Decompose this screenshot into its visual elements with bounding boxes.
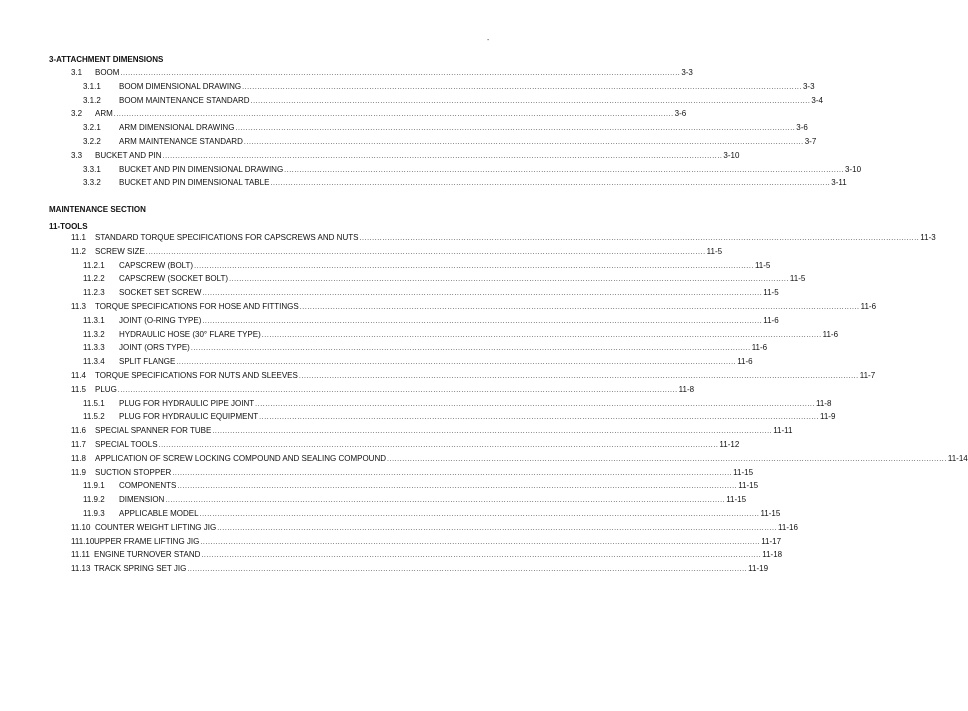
dot-leader: ............................................................................................................................................................................................................................ bbox=[120, 70, 681, 77]
toc-entry[interactable] bbox=[83, 495, 747, 506]
toc-entry-number: 11.11 bbox=[71, 550, 90, 560]
toc-entry-page: 11-6 bbox=[763, 315, 779, 325]
toc-entry-number: 11.9 bbox=[71, 467, 86, 477]
toc-entry[interactable] bbox=[83, 343, 768, 354]
toc-entry-number: 11.3.2 bbox=[83, 329, 105, 339]
toc-entry-page: 11-15 bbox=[726, 495, 747, 505]
toc-entry-title: CAPSCREW (BOLT) bbox=[119, 260, 194, 270]
toc-entry-number: 11.9.2 bbox=[83, 495, 105, 505]
toc-entry-number: 3.2.1 bbox=[83, 123, 101, 133]
toc-entry-page: 11-6 bbox=[737, 357, 753, 367]
toc-entry-number: 11.3.3 bbox=[83, 343, 105, 353]
toc-entry-number: 3.1 bbox=[71, 68, 83, 77]
toc-entry-title: ENGINE TURNOVER STAND bbox=[94, 550, 201, 560]
dot-leader: ............................................................................................................................................................................................................................ bbox=[187, 566, 748, 574]
toc-entry-page: 3-11 bbox=[831, 178, 847, 188]
dot-leader: ............................................................................................................................................................................................................................ bbox=[229, 276, 789, 284]
toc-entry-title: TORQUE SPECIFICATIONS FOR NUTS AND SLEEVES bbox=[95, 371, 298, 380]
toc-entry-title: BOOM bbox=[95, 68, 120, 77]
dot-leader: ............................................................................................................................................................................................................................ bbox=[243, 139, 804, 146]
dot-leader: ............................................................................................................................................................................................................................ bbox=[387, 455, 947, 463]
toc-entry[interactable] bbox=[71, 522, 798, 534]
toc-entry[interactable] bbox=[83, 398, 832, 410]
dot-leader: ............................................................................................................................................................................................................................ bbox=[242, 83, 802, 91]
dot-leader: ............................................................................................................................................................................................................................ bbox=[299, 304, 860, 311]
toc-entry-number: 11.1 bbox=[71, 233, 86, 242]
toc-entry-number: 11.9.1 bbox=[83, 481, 105, 491]
toc-entry[interactable] bbox=[83, 509, 781, 520]
toc-entry-page: 11-12 bbox=[719, 440, 740, 449]
dot-leader: ............................................................................................................................................................................................................................ bbox=[212, 428, 773, 436]
toc-entry-number: 11.3.4 bbox=[83, 357, 105, 367]
toc-entry-page: 11-14 bbox=[947, 453, 968, 463]
toc-entry-title: APPLICATION OF SCREW LOCKING COMPOUND AND SEALING COMPOUND bbox=[95, 453, 386, 463]
section-heading: 3-ATTACHMENT DIMENSIONS bbox=[49, 55, 164, 64]
toc-entry-number: 11.2.3 bbox=[83, 288, 105, 298]
toc-entry[interactable] bbox=[83, 412, 836, 423]
toc-entry-number: 11.5.2 bbox=[83, 412, 105, 422]
toc-entry[interactable] bbox=[71, 426, 793, 437]
toc-entry[interactable] bbox=[83, 357, 753, 368]
toc-entry-title: SCREW SIZE bbox=[95, 246, 145, 256]
toc-entry-page: 3-10 bbox=[845, 164, 862, 174]
toc-entry-title: ARM DIMENSIONAL DRAWING bbox=[119, 123, 235, 133]
toc-entry[interactable] bbox=[71, 109, 687, 120]
toc-entry[interactable] bbox=[71, 150, 740, 162]
dot-leader: ............................................................................................................................................................................................................................ bbox=[117, 386, 678, 394]
dot-leader: ............................................................................................................................................................................................................................ bbox=[235, 125, 796, 133]
dot-leader: ............................................................................................................................................................................................................................ bbox=[217, 524, 778, 532]
toc-entry-title: SPECIAL SPANNER FOR TUBE bbox=[95, 426, 212, 436]
toc-entry-page: 11-6 bbox=[822, 329, 839, 339]
dot-leader: ............................................................................................................................................................................................................................ bbox=[194, 262, 754, 270]
toc-entry[interactable] bbox=[83, 137, 817, 148]
toc-entry[interactable] bbox=[71, 536, 782, 548]
toc-entry-title: ARM MAINTENANCE STANDARD bbox=[119, 137, 243, 146]
toc-entry[interactable] bbox=[71, 453, 968, 465]
toc-entry-title: BUCKET AND PIN bbox=[95, 150, 162, 160]
toc-entry-page: 3-6 bbox=[796, 123, 808, 133]
toc-entry-title: JOINT (ORS TYPE) bbox=[119, 343, 190, 353]
toc-entry-title: JOINT (O-RING TYPE) bbox=[119, 315, 202, 325]
toc-entry-page: 11-3 bbox=[920, 233, 936, 242]
toc-entry[interactable] bbox=[71, 246, 723, 258]
toc-entry[interactable] bbox=[71, 564, 769, 575]
dot-leader: ............................................................................................................................................................................................................................ bbox=[201, 552, 762, 560]
toc-entry[interactable] bbox=[83, 288, 779, 299]
toc-entry-title: BUCKET AND PIN DIMENSIONAL DRAWING bbox=[119, 164, 284, 174]
toc-entry[interactable] bbox=[71, 550, 783, 561]
toc-entry-number: 3.2.2 bbox=[83, 137, 101, 146]
toc-entry-title: BUCKET AND PIN DIMENSIONAL TABLE bbox=[119, 178, 270, 188]
toc-entry-number: 11.7 bbox=[71, 440, 86, 449]
toc-entry-page: 3-10 bbox=[723, 150, 740, 160]
toc-entry-title: COMPONENTS bbox=[119, 481, 177, 491]
toc-entry-title: DIMENSION bbox=[119, 495, 165, 505]
toc-entry-page: 11-5 bbox=[763, 288, 779, 298]
dot-leader: ............................................................................................................................................................................................................................ bbox=[284, 166, 845, 174]
dot-leader: ............................................................................................................................................................................................................................ bbox=[158, 442, 719, 449]
toc-entry-page: 11-6 bbox=[860, 302, 877, 311]
toc-entry[interactable] bbox=[83, 81, 815, 93]
toc-entry-page: 11-15 bbox=[738, 481, 759, 491]
toc-entry-number: 11.9.3 bbox=[83, 509, 105, 518]
toc-entry-page: 11-5 bbox=[789, 274, 806, 284]
toc-entry-page: 3-6 bbox=[674, 109, 687, 119]
toc-entry-number: 11.3.1 bbox=[83, 315, 105, 325]
toc-entry-number: 11.2.2 bbox=[83, 274, 105, 284]
toc-entry-title: PLUG FOR HYDRAULIC PIPE JOINT bbox=[119, 398, 255, 408]
dot-leader: ............................................................................................................................................................................................................................ bbox=[261, 331, 822, 339]
toc-entry-number: 3.1.2 bbox=[83, 95, 101, 105]
dot-leader: ............................................................................................................................................................................................................................ bbox=[190, 345, 751, 353]
dot-leader: ............................................................................................................................................................................................................................ bbox=[177, 483, 738, 491]
toc-entry-page: 11-17 bbox=[761, 536, 782, 546]
toc-entry-page: 11-6 bbox=[751, 343, 768, 353]
toc-entry-number: 111.10 bbox=[71, 536, 95, 546]
toc-entry-number: 11.6 bbox=[71, 426, 86, 436]
toc-entry-number: 3.3.1 bbox=[83, 164, 101, 174]
toc-entry-number: 11.13 bbox=[71, 564, 91, 574]
toc-entry-page: 3-3 bbox=[802, 81, 815, 91]
section-heading: MAINTENANCE SECTION bbox=[49, 205, 146, 214]
toc-entry-page: 11-5 bbox=[706, 246, 723, 256]
toc-entry-page: 11-5 bbox=[754, 260, 771, 270]
dot-leader: ............................................................................................................................................................................................................................ bbox=[176, 359, 737, 367]
toc-entry-title: SPLIT FLANGE bbox=[119, 357, 176, 367]
toc-entry[interactable] bbox=[71, 68, 693, 79]
dot-leader: ............................................................................................................................................................................................................................ bbox=[202, 317, 763, 325]
toc-entry-title: SOCKET SET SCREW bbox=[119, 288, 202, 298]
section-heading: 11-TOOLS bbox=[49, 222, 88, 231]
dot-leader: ............................................................................................................................................................................................................................ bbox=[162, 152, 723, 160]
toc-entry-number: 11.10 bbox=[71, 522, 91, 532]
dot-leader: ............................................................................................................................................................................................................................ bbox=[113, 111, 674, 119]
toc-entry-title: SPECIAL TOOLS bbox=[95, 440, 158, 449]
dot-leader: ............................................................................................................................................................................................................................ bbox=[199, 511, 760, 518]
toc-entry-page: 11-9 bbox=[820, 412, 836, 422]
toc-entry-page: 11-15 bbox=[733, 467, 754, 477]
toc-entry-title: UPPER FRAME LIFTING JIG bbox=[94, 536, 200, 546]
dot-leader: ............................................................................................................................................................................................................................ bbox=[165, 497, 726, 505]
toc-entry-number: 11.5 bbox=[71, 384, 86, 394]
toc-entry[interactable] bbox=[71, 371, 876, 382]
dot-leader: ............................................................................................................................................................................................................................ bbox=[145, 248, 706, 256]
toc-entry-title: HYDRAULIC HOSE (30° FLARE TYPE) bbox=[119, 329, 261, 339]
toc-entry-page: 3-7 bbox=[804, 137, 817, 146]
toc-entry-number: 3.1.1 bbox=[83, 81, 101, 91]
dot-leader: ............................................................................................................................................................................................................................ bbox=[172, 469, 733, 477]
toc-entry-number: 11.4 bbox=[71, 371, 86, 380]
toc-entry[interactable] bbox=[83, 315, 779, 327]
toc-entry-title: PLUG FOR HYDRAULIC EQUIPMENT bbox=[119, 412, 259, 422]
toc-entry-number: 11.2 bbox=[71, 246, 86, 256]
toc-entry-title: APPLICABLE MODEL bbox=[119, 509, 199, 518]
toc-entry[interactable] bbox=[71, 233, 936, 244]
toc-entry-page: 11-19 bbox=[748, 564, 769, 574]
toc-entry[interactable] bbox=[83, 164, 862, 176]
corner-mark: - bbox=[487, 37, 490, 44]
toc-entry-page: 11-8 bbox=[678, 384, 695, 394]
toc-entry[interactable] bbox=[71, 467, 754, 479]
toc-entry-title: BOOM MAINTENANCE STANDARD bbox=[119, 95, 250, 105]
toc-entry-number: 11.5.1 bbox=[83, 398, 105, 408]
toc-entry[interactable] bbox=[71, 302, 877, 313]
toc-entry-title: STANDARD TORQUE SPECIFICATIONS FOR CAPSCREWS AND NUTS bbox=[95, 233, 359, 242]
dot-leader: ............................................................................................................................................................................................................................ bbox=[250, 97, 811, 105]
toc-entry-title: SUCTION STOPPER bbox=[95, 467, 172, 477]
toc-entry-title: ARM bbox=[95, 109, 113, 119]
toc-entry[interactable] bbox=[83, 481, 759, 492]
toc-entry-number: 11.8 bbox=[71, 453, 86, 463]
toc-entry-number: 3.2 bbox=[71, 109, 83, 119]
toc-entry-title: COUNTER WEIGHT LIFTING JIG bbox=[95, 522, 217, 532]
dot-leader: ............................................................................................................................................................................................................................ bbox=[202, 290, 763, 298]
toc-entry-number: 3.3 bbox=[71, 150, 83, 160]
toc-entry[interactable] bbox=[83, 95, 823, 107]
toc-entry-title: BOOM DIMENSIONAL DRAWING bbox=[119, 81, 242, 91]
toc-entry-title: TORQUE SPECIFICATIONS FOR HOSE AND FITTINGS bbox=[95, 302, 299, 311]
toc-entry-number: 11.3 bbox=[71, 302, 86, 311]
dot-leader: ............................................................................................................................................................................................................................ bbox=[200, 538, 761, 546]
toc-entry-page: 3-3 bbox=[681, 68, 693, 77]
toc-entry-page: 11-7 bbox=[859, 371, 876, 380]
toc-entry-number: 11.2.1 bbox=[83, 260, 105, 270]
toc-entry-title: CAPSCREW (SOCKET BOLT) bbox=[119, 274, 229, 284]
toc-entry-page: 3-4 bbox=[811, 95, 823, 105]
toc-entry[interactable] bbox=[83, 260, 771, 272]
toc-entry[interactable] bbox=[83, 178, 847, 189]
dot-leader: ............................................................................................................................................................................................................................ bbox=[359, 235, 920, 242]
dot-leader: ............................................................................................................................................................................................................................ bbox=[298, 373, 859, 380]
toc-entry[interactable] bbox=[83, 123, 808, 134]
dot-leader: ............................................................................................................................................................................................................................ bbox=[259, 414, 819, 422]
toc-entry-title: PLUG bbox=[95, 384, 117, 394]
toc-entry-page: 11-8 bbox=[816, 398, 832, 408]
toc-entry[interactable] bbox=[83, 274, 806, 285]
toc-entry-page: 11-16 bbox=[778, 522, 798, 532]
toc-entry-title: TRACK SPRING SET JIG bbox=[94, 564, 187, 574]
toc-entry[interactable] bbox=[83, 329, 839, 341]
toc-entry[interactable] bbox=[71, 440, 740, 451]
toc-entry-page: 11-15 bbox=[760, 509, 781, 518]
toc-entry[interactable] bbox=[71, 384, 695, 396]
toc-entry-page: 11-18 bbox=[762, 550, 783, 560]
toc-entry-number: 3.3.2 bbox=[83, 178, 101, 188]
dot-leader: ............................................................................................................................................................................................................................ bbox=[270, 180, 831, 188]
dot-leader: ............................................................................................................................................................................................................................ bbox=[255, 400, 815, 408]
toc-entry-page: 11-11 bbox=[773, 426, 793, 436]
